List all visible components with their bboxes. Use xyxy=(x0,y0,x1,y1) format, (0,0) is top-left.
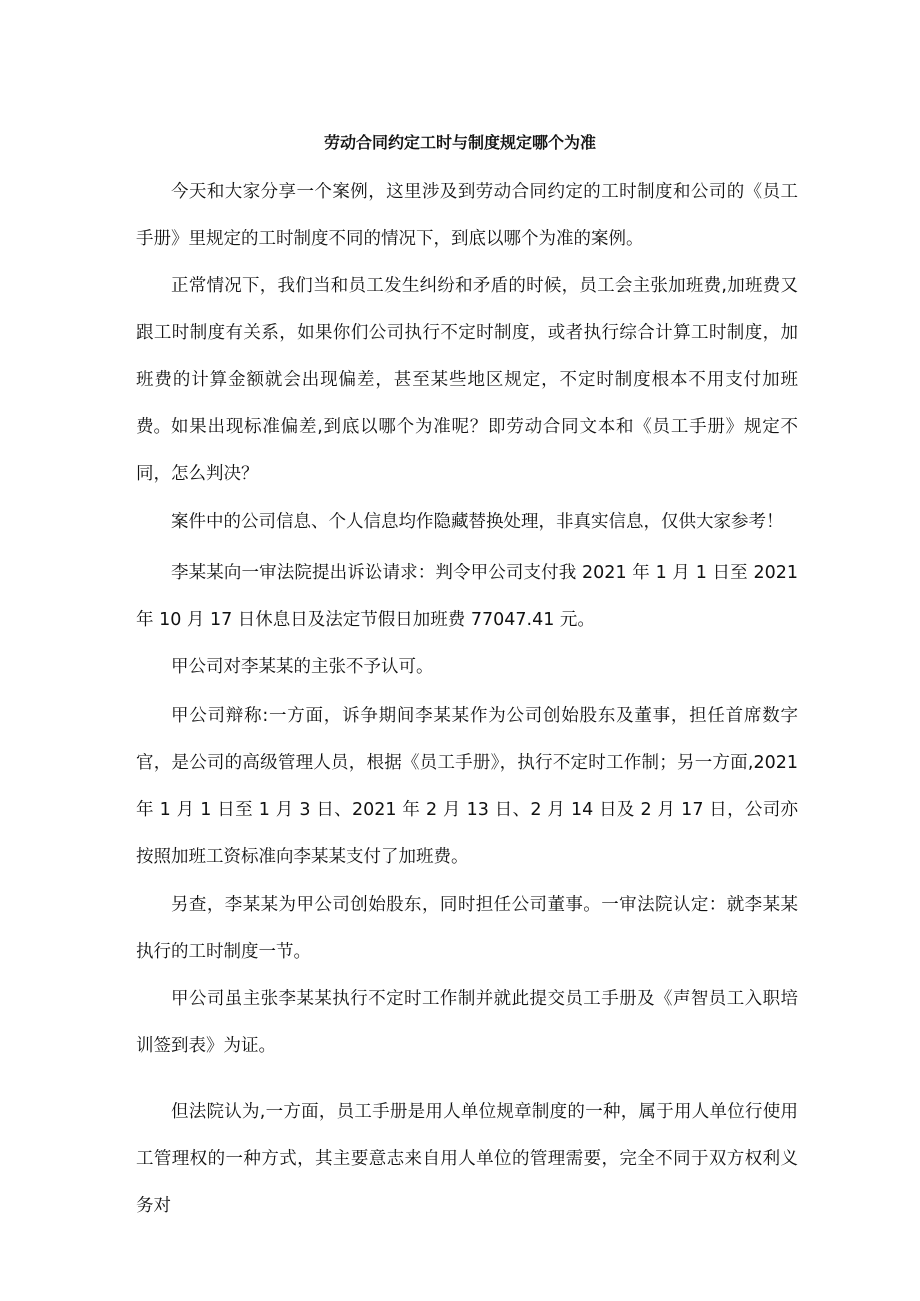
paragraph-disclaimer: 案件中的公司信息、个人信息均作隐藏替换处理，非真实信息，仅供大家参考！ xyxy=(171,512,784,532)
paragraph-denial: 甲公司对李某某的主张不予认可。 xyxy=(171,657,434,677)
paragraph-court-opinion: 但法院认为,一方面，员工手册是用人单位规章制度的一种，属于用人单位行使用工管理权的一种方式，其主要意志来自用人单位的管理需要，完全不同于双方权利义务对 xyxy=(136,1102,798,1216)
paragraph-intro: 今天和大家分享一个案例，这里涉及到劳动合同约定的工时制度和公司的《员工手册》里规定的工时制度不同的情况下，到底以哪个为准的案例。 xyxy=(136,182,798,249)
paragraph-claim: 李某某向一审法院提出诉讼请求：判令甲公司支付我 2021 年 1 月 1 日至 2021 年 10 月 17 日休息日及法定节假日加班费 77047.41 元。 xyxy=(136,563,798,630)
document-title: 劳动合同约定工时与制度规定哪个为准 xyxy=(323,133,596,152)
paragraph-defense: 甲公司辩称:一方面，诉争期间李某某作为公司创始股东及董事，担任首席数字官，是公司的高级管理人员，根据《员工手册》，执行不定时工作制；另一方面,2021 年 1 月 1 日至 1 月 3 日、2021 年 2 月 13 日、2 月 14 日及 2 月 17 日，公司亦按照加班工资标准向李某某支付了加班费。 xyxy=(136,706,798,867)
paragraph-background: 正常情况下，我们当和员工发生纠纷和矛盾的时候，员工会主张加班费,加班费又跟工时制度有关系，如果你们公司执行不定时制度，或者执行综合计算工时制度，加班费的计算金额就会出现偏差，甚至某些地区规定，不定时制度根本不用支付加班费。 xyxy=(136,276,798,437)
paragraph-finding: 另查，李某某为甲公司创始股东，同时担任公司董事。一审法院认定：就李某某执行的工时制度一节。 xyxy=(136,895,798,962)
paragraph-evidence: 甲公司虽主张李某某执行不定时工作制并就此提交员工手册及《声智员工入职培训签到表》为证。 xyxy=(136,989,798,1056)
paragraph-question: 如果出现标准偏差,到底以哪个为准呢？即劳动合同文本和《员工手册》规定不同，怎么判决？ xyxy=(136,417,798,484)
